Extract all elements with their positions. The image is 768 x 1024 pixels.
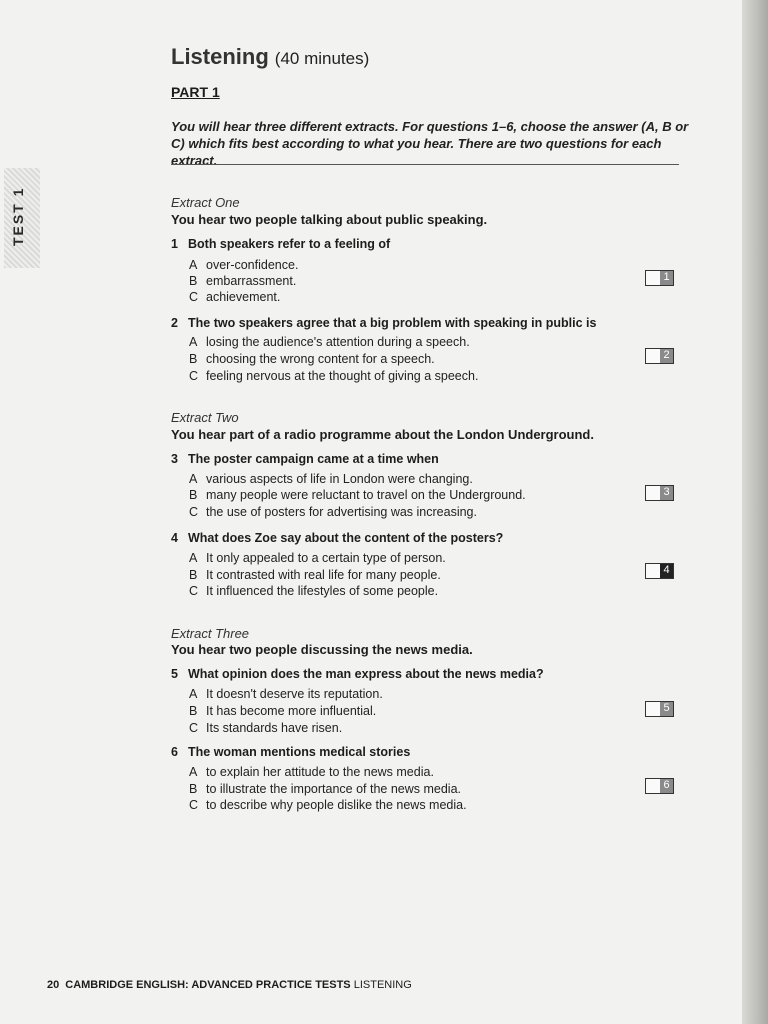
question-text: What opinion does the man express about the news media?: [188, 667, 544, 681]
extract-description: You hear two people talking about public speaking.: [171, 212, 488, 227]
option-letter: A: [189, 335, 198, 349]
option-letter: C: [189, 369, 199, 383]
option-text: to describe why people dislike the news media.: [206, 798, 467, 812]
option-text: It contrasted with real life for many people.: [206, 568, 441, 582]
option-letter: A: [189, 687, 198, 701]
page-number: 20: [47, 979, 60, 991]
option-letter: C: [189, 505, 199, 519]
option-letter: B: [189, 274, 198, 288]
option-letter: B: [189, 782, 198, 796]
option-text: over-confidence.: [206, 258, 299, 272]
option-text: to illustrate the importance of the news media.: [206, 782, 461, 796]
question: [171, 452, 691, 466]
question-number: 2: [171, 316, 178, 330]
question: [171, 316, 691, 330]
answer-option[interactable]: [189, 274, 296, 288]
answer-option[interactable]: [189, 798, 467, 812]
answer-option[interactable]: [189, 782, 461, 796]
question: [171, 531, 691, 545]
extract-description: You hear part of a radio programme about the London Underground.: [171, 427, 594, 442]
option-letter: A: [189, 765, 198, 779]
extract-label: Extract One: [171, 195, 240, 210]
answer-option[interactable]: [189, 290, 280, 304]
title-duration: (40 minutes): [274, 49, 370, 68]
answer-option[interactable]: [189, 584, 438, 598]
answer-box[interactable]: [645, 701, 674, 717]
question-number: 4: [171, 531, 178, 545]
answer-box-number: 4: [660, 564, 673, 578]
option-letter: B: [189, 352, 198, 366]
question-number: 1: [171, 237, 178, 251]
option-letter: B: [189, 704, 198, 718]
answer-option[interactable]: [189, 369, 478, 383]
extract-description: You hear two people discussing the news media.: [171, 642, 473, 657]
page-title: [171, 44, 369, 70]
option-letter: A: [189, 472, 198, 486]
question-text: The two speakers agree that a big problem with speaking in public is: [188, 316, 597, 330]
title-text: Listening: [171, 44, 269, 69]
option-letter: C: [189, 798, 199, 812]
option-letter: A: [189, 258, 198, 272]
divider: [171, 164, 679, 165]
section-name: LISTENING: [353, 979, 412, 991]
option-text: It influenced the lifestyles of some people.: [206, 584, 439, 598]
question-number: 6: [171, 745, 178, 759]
answer-box-number: 6: [660, 779, 673, 793]
answer-option[interactable]: [189, 505, 477, 519]
answer-box-number: 5: [660, 702, 673, 716]
question-text: What does Zoe say about the content of the posters?: [188, 531, 504, 545]
answer-option[interactable]: [189, 687, 383, 701]
answer-option[interactable]: [189, 568, 441, 582]
option-text: feeling nervous at the thought of giving a speech.: [206, 369, 479, 383]
option-text: embarrassment.: [206, 274, 297, 288]
option-letter: C: [189, 721, 199, 735]
option-text: losing the audience's attention during a speech.: [206, 335, 470, 349]
answer-box[interactable]: [645, 270, 674, 286]
question-text: The poster campaign came at a time when: [188, 452, 439, 466]
option-text: It only appealed to a certain type of person.: [206, 551, 446, 565]
answer-option[interactable]: [189, 704, 376, 718]
question: [171, 667, 691, 681]
question-number: 3: [171, 452, 178, 466]
question-number: 5: [171, 667, 178, 681]
option-letter: A: [189, 551, 198, 565]
option-text: Its standards have risen.: [206, 721, 343, 735]
answer-option[interactable]: [189, 488, 526, 502]
option-text: It has become more influential.: [206, 704, 377, 718]
answer-option[interactable]: [189, 472, 473, 486]
option-letter: B: [189, 488, 198, 502]
page-edge: [742, 0, 768, 1024]
answer-box-number: 1: [660, 271, 673, 285]
answer-box[interactable]: [645, 778, 674, 794]
answer-box-number: 3: [660, 486, 673, 500]
option-text: achievement.: [206, 290, 281, 304]
answer-option[interactable]: [189, 765, 434, 779]
answer-box[interactable]: [645, 348, 674, 364]
answer-option[interactable]: [189, 335, 470, 349]
side-tab-label: TEST 1: [10, 186, 26, 246]
option-letter: B: [189, 568, 198, 582]
extract-label: Extract Three: [171, 626, 250, 641]
extract-label: Extract Two: [171, 410, 239, 425]
question-text: The woman mentions medical stories: [188, 745, 411, 759]
option-text: choosing the wrong content for a speech.: [206, 352, 435, 366]
question-text: Both speakers refer to a feeling of: [188, 237, 391, 251]
answer-box[interactable]: [645, 563, 674, 579]
part-heading: PART 1: [171, 84, 220, 100]
answer-box-number: 2: [660, 349, 673, 363]
book-title: CAMBRIDGE ENGLISH: ADVANCED PRACTICE TESTS: [65, 979, 351, 991]
answer-option[interactable]: [189, 352, 435, 366]
question: [171, 745, 691, 759]
option-text: It doesn't deserve its reputation.: [206, 687, 383, 701]
answer-option[interactable]: [189, 258, 298, 272]
question: [171, 237, 691, 251]
instructions: You will hear three different extracts. For questions 1–6, choose the answer (A, B or C) which fits best according to what you hear. There are two questions for each extract.: [171, 119, 689, 168]
option-text: various aspects of life in London were changing.: [206, 472, 473, 486]
answer-option[interactable]: [189, 721, 342, 735]
answer-box[interactable]: [645, 485, 674, 501]
option-text: to explain her attitude to the news media.: [206, 765, 434, 779]
option-text: the use of posters for advertising was increasing.: [206, 505, 477, 519]
option-letter: C: [189, 290, 199, 304]
answer-option[interactable]: [189, 551, 446, 565]
option-letter: C: [189, 584, 199, 598]
page-footer: [47, 979, 412, 991]
option-text: many people were reluctant to travel on the Underground.: [206, 488, 526, 502]
